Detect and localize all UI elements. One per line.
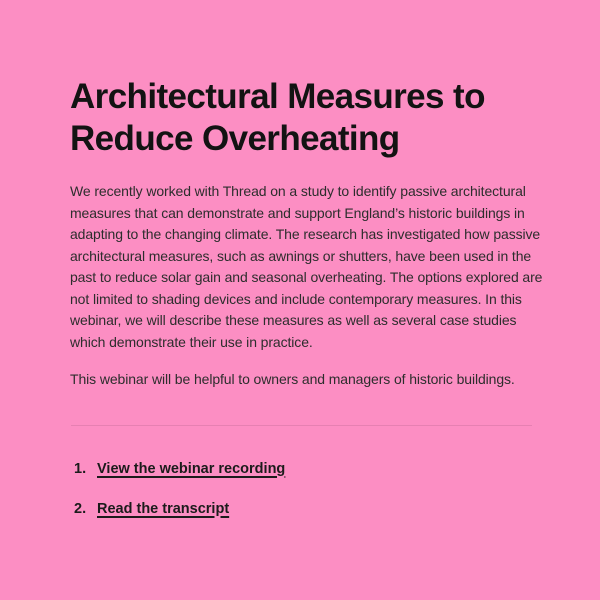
audience-paragraph: This webinar will be helpful to owners and managers of historic buildings.: [70, 371, 515, 387]
list-item-number: 1.: [74, 460, 87, 477]
list-item-number: 2.: [74, 500, 87, 517]
page-title-line-1: Architectural Measures to: [70, 77, 485, 116]
resource-link-list: [70, 459, 570, 520]
webinar-recording-link[interactable]: View the webinar recording: [97, 460, 286, 477]
page-title: [70, 76, 570, 160]
transcript-link[interactable]: Read the transcript: [97, 500, 230, 517]
list-item: [74, 459, 570, 480]
page-title-line-2: Reduce Overheating: [70, 119, 400, 158]
section-divider: [71, 425, 532, 426]
intro-copy: [70, 181, 548, 391]
list-item: [74, 499, 570, 520]
intro-paragraph: We recently worked with Thread on a study to identify passive architectural measures that can demonstrate and support England’s historic buildings in adapting to the changing climate. The research has investigated how passive architectural measures, such as awnings or shutters, have been used in the past to reduce solar gain and seasonal overheating. The options explored are not limited to shading devices and include contemporary measures. In this webinar, we will describe these measures as well as several case studies which demonstrate their use in practice.: [70, 183, 543, 350]
